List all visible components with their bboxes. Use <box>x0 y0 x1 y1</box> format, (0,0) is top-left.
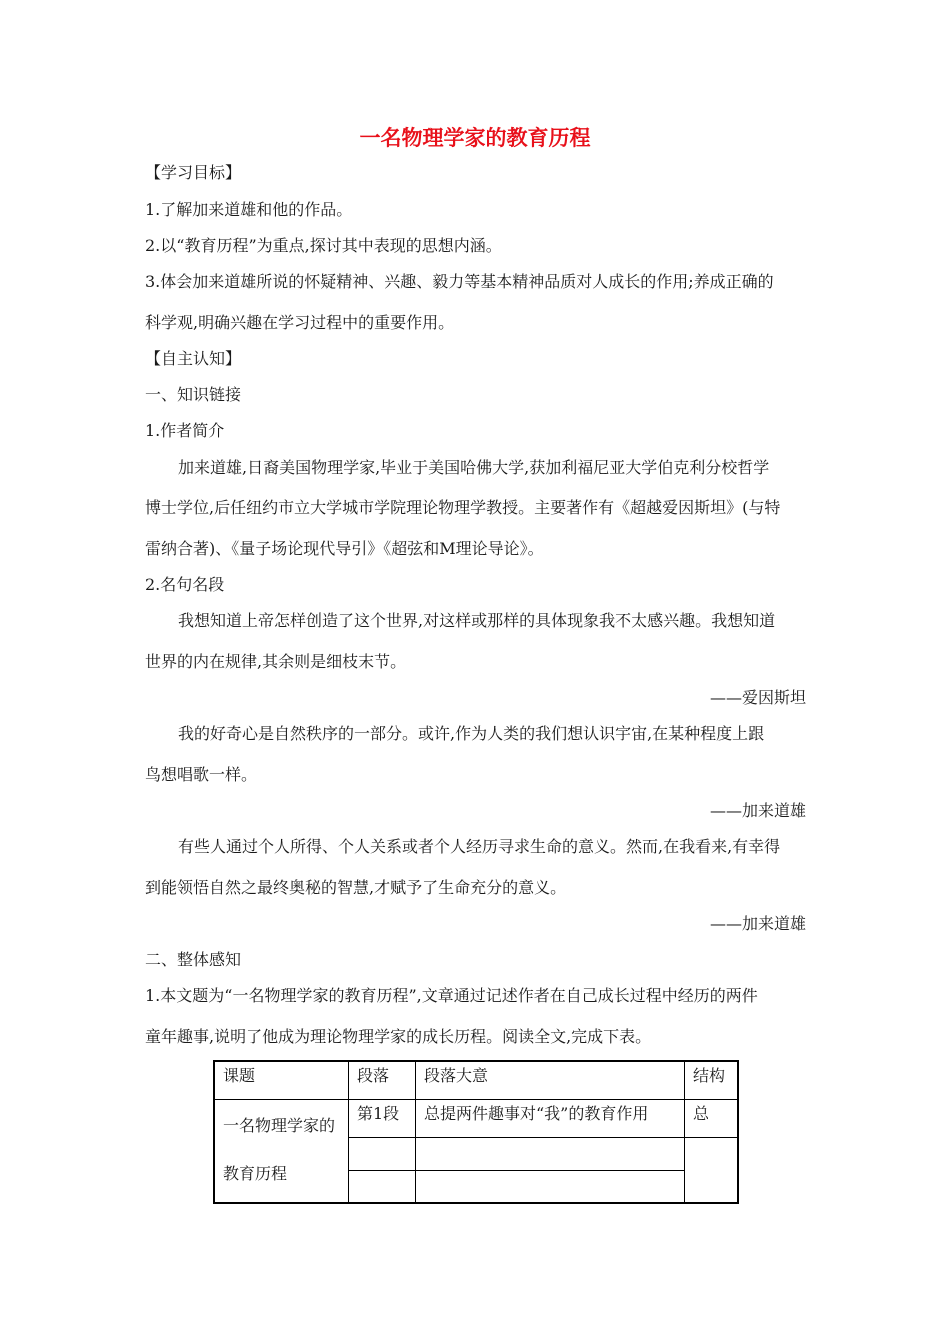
paragraph-cell: 第1段 <box>349 1099 416 1137</box>
task-1-line-1: 1.本文题为“一名物理学家的教育历程”,文章通过记述作者在自己成长过程中经历的两件 <box>145 986 758 1005</box>
quote-1-line-2: 世界的内在规律,其余则是细枝末节。 <box>145 652 407 671</box>
quote-3-line-2: 到能领悟自然之最终奥秘的智慧,才赋予了生命充分的意义。 <box>145 878 567 897</box>
author-intro-heading: 1.作者简介 <box>145 421 225 440</box>
paragraph-cell-blank[interactable] <box>349 1137 416 1171</box>
summary-cell-blank[interactable] <box>416 1137 685 1171</box>
quote-3-line-1: 有些人通过个人所得、个人关系或者个人经历寻求生命的意义。然而,在我看来,有幸得 <box>178 837 781 856</box>
summary-cell-blank[interactable] <box>416 1171 685 1203</box>
table-header-row <box>214 1061 738 1099</box>
author-intro-line-2: 博士学位,后任纽约市立大学城市学院理论物理学教授。主要著作有《超越爱因斯坦》(与特 <box>145 498 781 517</box>
topic-cell: 一名物理学家的教育历程 <box>214 1099 349 1203</box>
quote-1-line-1: 我想知道上帝怎样创造了这个世界,对这样或那样的具体现象我不太感兴趣。我想知道 <box>178 611 776 630</box>
structure-cell-blank[interactable] <box>685 1137 739 1203</box>
author-intro-line-1: 加来道雄,日裔美国物理学家,毕业于美国哈佛大学,获加利福尼亚大学伯克利分校哲学 <box>178 458 770 477</box>
quote-3-author: ——加来道雄 <box>709 914 806 933</box>
paragraph-cell-blank[interactable] <box>349 1171 416 1203</box>
quote-2-author: ——加来道雄 <box>709 801 806 820</box>
structure-table <box>213 1060 739 1204</box>
goals-heading: 【学习目标】 <box>145 163 242 182</box>
summary-cell: 总提两件趣事对“我”的教育作用 <box>416 1099 685 1137</box>
quote-2-line-1: 我的好奇心是自然秩序的一部分。或许,作为人类的我们想认识宇宙,在某种程度上跟 <box>178 724 765 743</box>
goal-2: 2.以“教育历程”为重点,探讨其中表现的思想内涵。 <box>145 236 502 255</box>
quotes-heading: 2.名句名段 <box>145 575 225 594</box>
page-title: 一名物理学家的教育历程 <box>359 125 591 150</box>
task-1-line-2: 童年趣事,说明了他成为理论物理学家的成长历程。阅读全文,完成下表。 <box>145 1027 652 1046</box>
part-1-heading: 一、知识链接 <box>145 385 242 404</box>
goal-1: 1.了解加来道雄和他的作品。 <box>145 200 353 219</box>
part-2-heading: 二、整体感知 <box>145 950 242 969</box>
structure-cell: 总 <box>685 1099 739 1137</box>
self-study-heading: 【自主认知】 <box>145 349 242 368</box>
header-paragraph: 段落 <box>349 1061 416 1099</box>
table-row <box>214 1099 738 1137</box>
header-topic: 课题 <box>214 1061 349 1099</box>
goal-3-line-1: 3.体会加来道雄所说的怀疑精神、兴趣、毅力等基本精神品质对人成长的作用;养成正确的 <box>145 272 774 291</box>
quote-2-line-2: 鸟想唱歌一样。 <box>145 765 258 784</box>
header-summary: 段落大意 <box>416 1061 685 1099</box>
quote-1-author: ——爱因斯坦 <box>709 688 806 707</box>
author-intro-line-3: 雷纳合著)、《量子场论现代导引》《超弦和M理论导论》。 <box>145 539 544 558</box>
header-structure: 结构 <box>685 1061 739 1099</box>
goal-3-line-2: 科学观,明确兴趣在学习过程中的重要作用。 <box>145 313 455 332</box>
